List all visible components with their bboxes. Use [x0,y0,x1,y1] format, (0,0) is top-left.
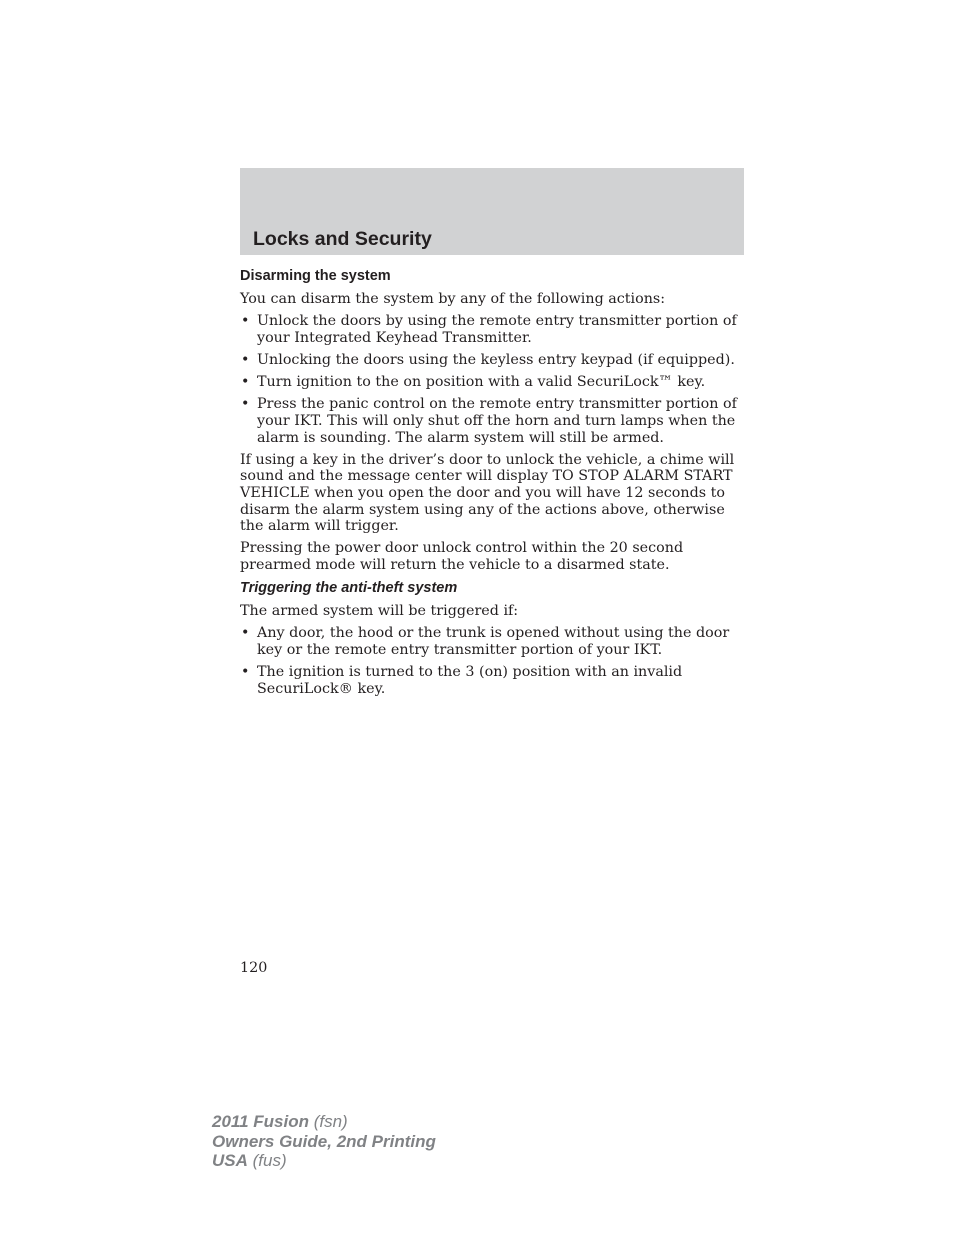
footer-line-model [212,1112,436,1132]
footer-line-market [212,1151,436,1171]
disarming-key-paragraph: If using a key in the driver’s door to unlock the vehicle, a chime will sound and the message center will display TO STOP ALARM START VEHICLE when you open the door and you will have 12 seconds to disarm the alarm system using any of the actions above, otherwise the alarm will trigger. [240,451,735,535]
disarming-heading: Disarming the system [240,268,391,284]
list-item-text: Any door, the hood or the trunk is opened without using the door key or the remote entry transmitter portion of your IKT. [257,625,730,658]
footer-market-code: (fus) [247,1151,287,1170]
list-item [240,664,746,697]
page-number: 120 [240,960,268,976]
triggering-intro: The armed system will be triggered if: [240,603,519,620]
bullet-mark: • [241,396,250,413]
disarming-prearmed-paragraph: Pressing the power door unlock control within the 20 second prearmed mode will return the vehicle to a disarmed state. [240,540,684,573]
list-item-text: Unlocking the doors using the keyless entry keypad (if equipped). [257,351,735,368]
footer-market: USA [212,1151,248,1170]
triggering-heading: Triggering the anti-theft system [240,580,458,597]
list-item-text: Unlock the doors by using the remote entry transmitter portion of your Integrated Keyhead Transmitter. [257,313,737,346]
list-item-text: Press the panic control on the remote entry transmitter portion of your IKT. This will only shut off the horn and turn lamps when the alarm is sounding. The alarm system will still be armed. [257,396,737,446]
bullet-mark: • [241,351,250,368]
disarming-intro: You can disarm the system by any of the following actions: [240,291,666,307]
page-content [240,267,746,703]
bullet-mark: • [241,313,250,330]
list-item [240,313,746,346]
footer-model: 2011 Fusion [212,1112,309,1131]
section-header-band [240,168,744,255]
disarming-list [240,313,746,446]
footer-model-code: (fsn) [309,1112,348,1131]
section-title: Locks and Security [253,228,432,250]
bullet-mark: • [241,374,250,391]
triggering-list [240,625,746,697]
bullet-mark: • [241,664,250,681]
list-item-text: Turn ignition to the on position with a valid SecuriLock™ key. [257,374,706,391]
bullet-mark: • [241,625,250,642]
list-item [240,625,746,658]
list-item-text: The ignition is turned to the 3 (on) position with an invalid SecuriLock® key. [257,664,683,697]
footer-guide: Owners Guide, 2nd Printing [212,1131,436,1151]
document-footer [212,1112,436,1171]
list-item [240,396,746,446]
list-item [240,374,746,391]
footer-line-guide [212,1132,436,1152]
list-item [240,352,746,369]
